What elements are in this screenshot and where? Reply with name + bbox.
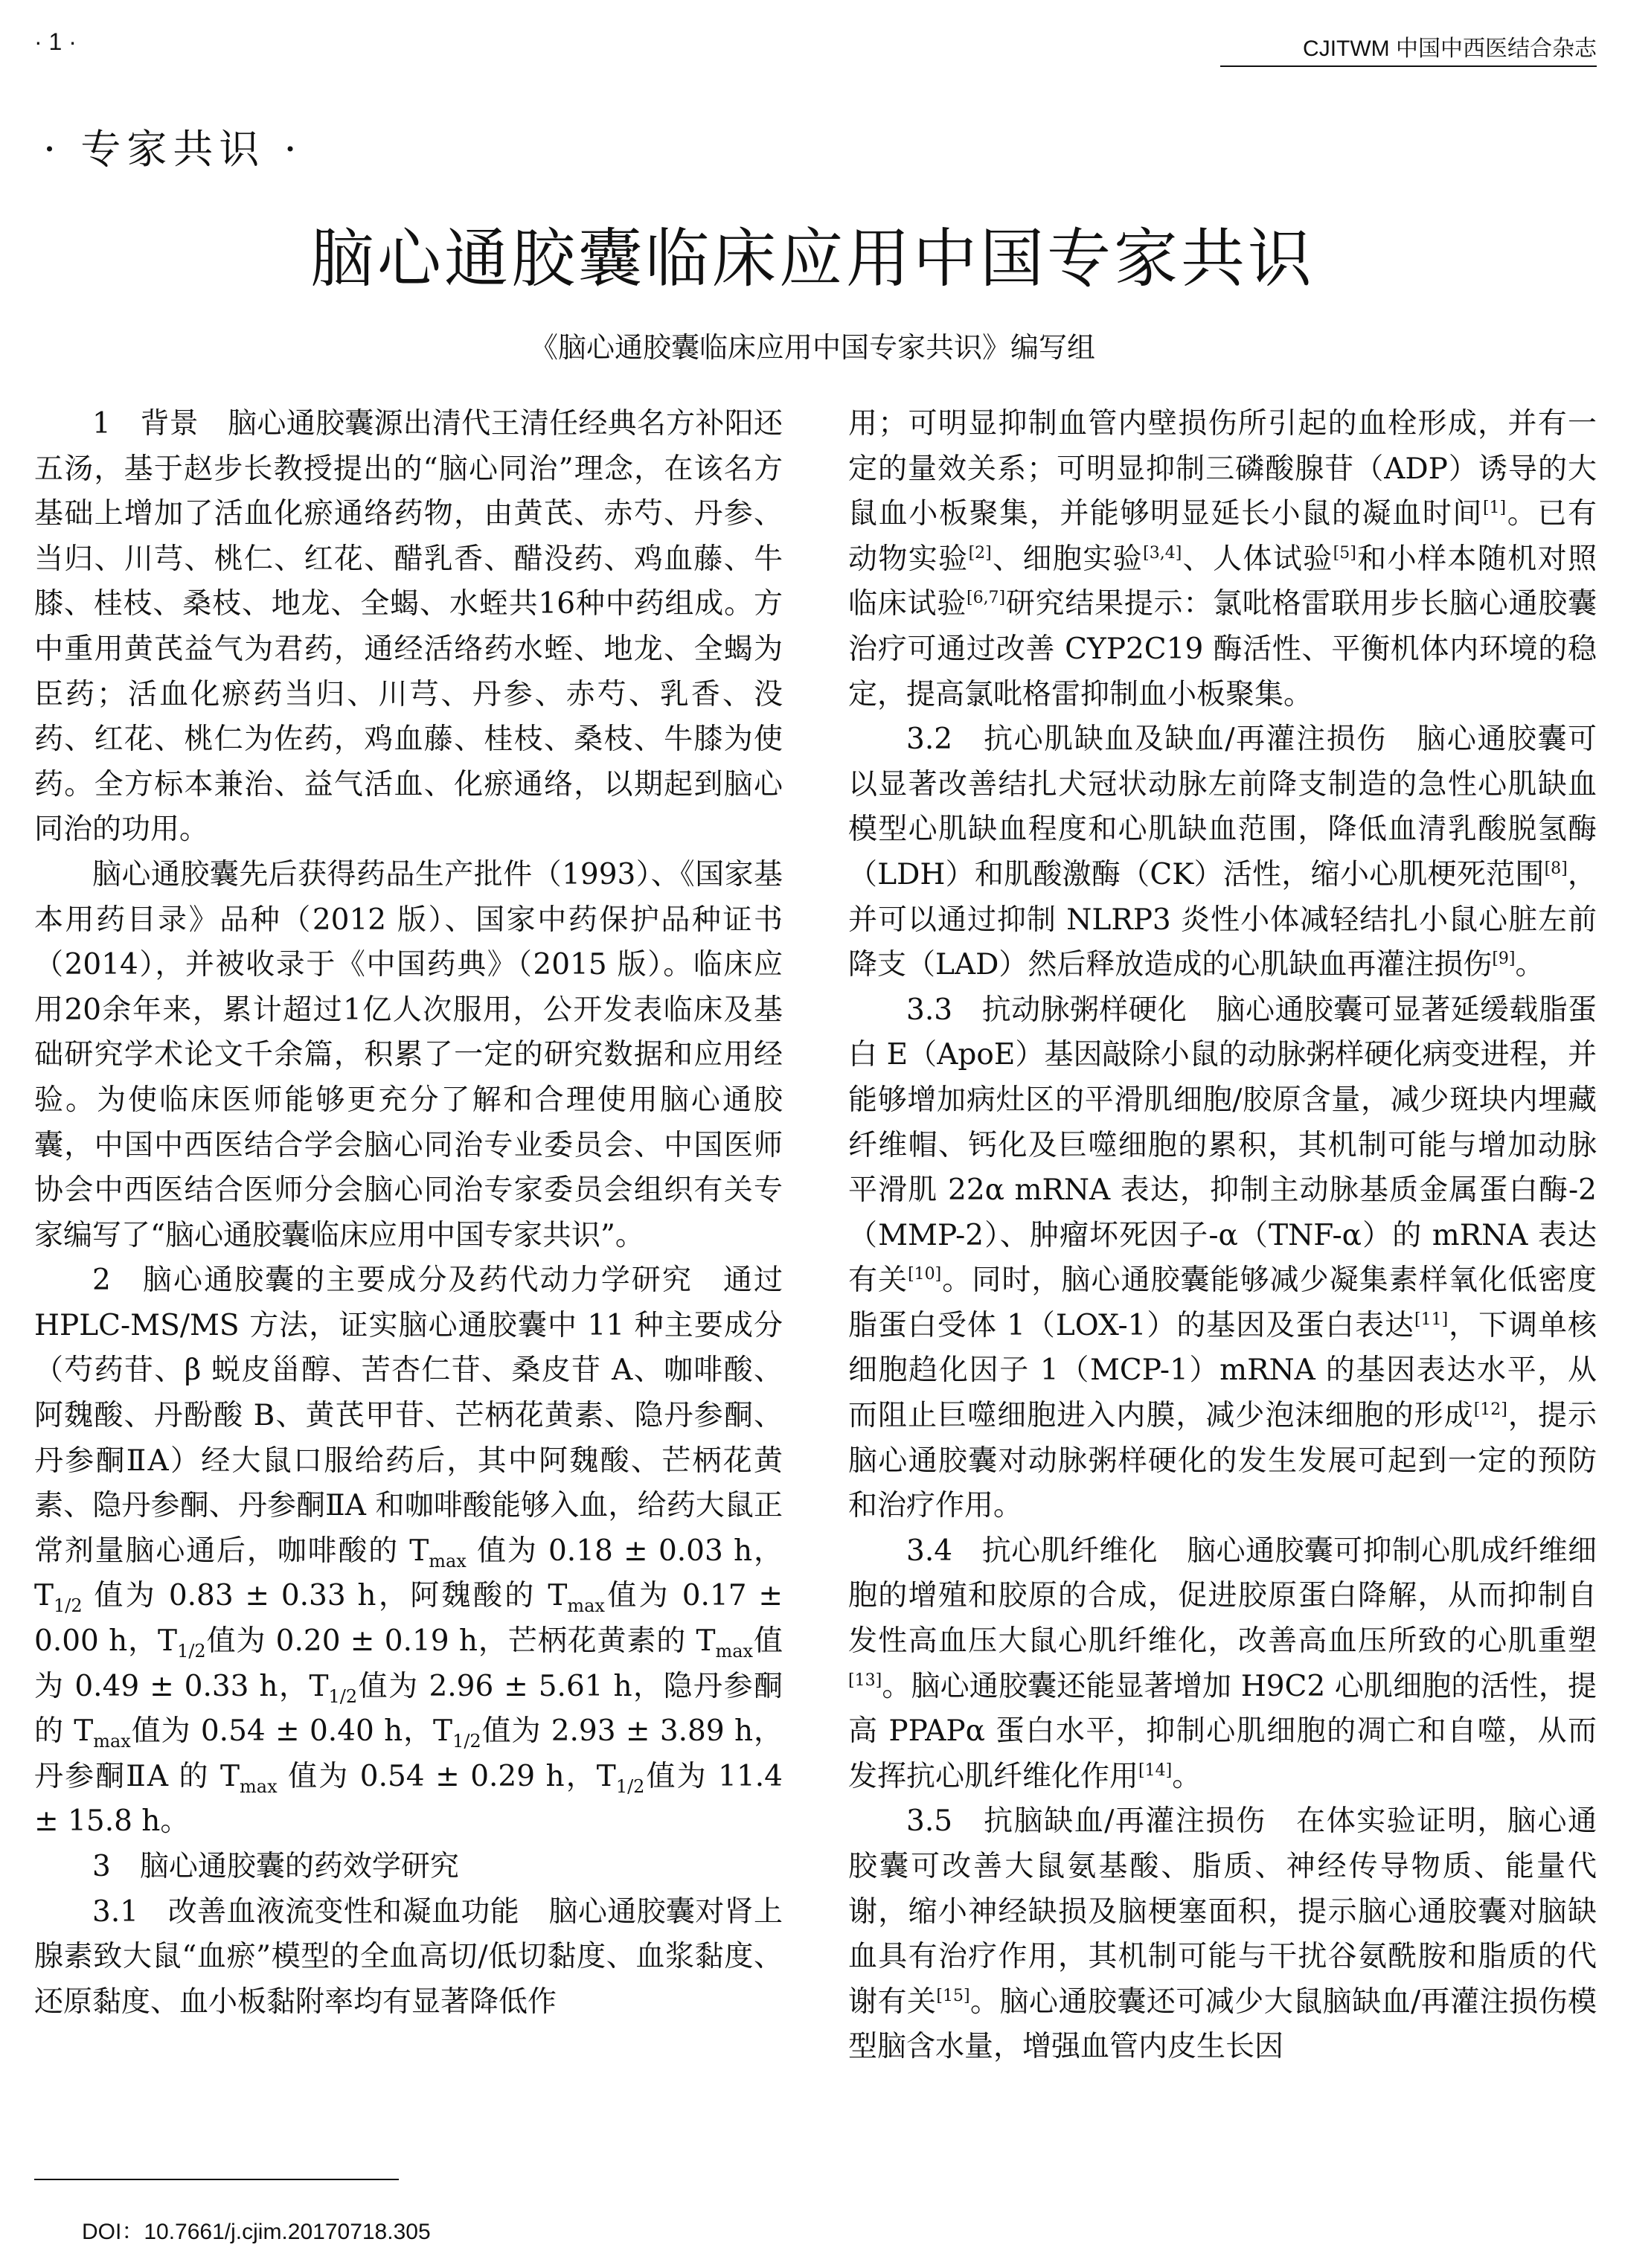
article-title: 脑心通胶囊临床应用中国专家共识 (310, 222, 1315, 296)
author-group: 《脑心通胶囊临床应用中国专家共识》编写组 (529, 331, 1095, 364)
pk-ferulic: 值为 0.17 ± 0.00 h，T (34, 1579, 783, 1659)
text-run: 、人体试验 (1182, 542, 1333, 576)
value-label: 值为 (477, 1534, 538, 1568)
citation: [9] (1492, 949, 1516, 969)
pk-tanshinone-half: 值为 11.4 ± 15.8 h。 (34, 1759, 783, 1839)
tmax-sub: max (93, 1731, 131, 1752)
text-run: 和小样本随机对照临床试验 (848, 542, 1597, 621)
pk-formononetin-half: 值为 2.96 ± 5.61 h，隐丹参酮的 T (34, 1669, 783, 1749)
paragraph-pharmacokinetics (34, 1258, 783, 1845)
citation: [12] (1473, 1400, 1507, 1420)
citation: [5] (1333, 543, 1356, 563)
thalf-sub: 1/2 (177, 1640, 206, 1662)
header-rule (1220, 65, 1597, 67)
text-run: 3.3 抗动脉粥样硬化 脑心通胶囊可显著延缓载脂蛋白 E（ApoE）基因敲除小鼠的动脉粥样硬化病变进程，并能够增加病灶区的平滑肌细胞/胶原含量，减少斑块内埋藏纤维帽、钙化及巨噬细胞的累积，其机制可能与增加动脉平滑肌 22α mRNA 表达，抑制主动脉基质金属蛋白酶-2（MMP-2）、肿瘤坏死因子-α（TNF-α）的 mRNA 表达有关 (848, 993, 1597, 1298)
text-run: 3.4 抗心肌纤维化 脑心通胶囊可抑制心肌成纤维细胞的增殖和胶原的合成，促进胶原蛋白降解，从而抑制自发性高血压大鼠心肌纤维化，改善高血压所致的心肌重塑 (848, 1534, 1597, 1659)
thalf-sub: 1/2 (54, 1595, 83, 1617)
paragraph-3-2 (848, 717, 1597, 988)
text-run: 。 (1515, 948, 1545, 982)
text-run: 。脑心通胶囊还能显著增加 H9C2 心肌细胞的活性，提高 PPAPα 蛋白水平，抑制心肌细胞的凋亡和自噬，从而发挥抗心肌纤维化作用 (848, 1669, 1597, 1793)
paragraph-history: 脑心通胶囊先后获得药品生产批件（1993）、《国家基本用药目录》品种（2012 版）、国家中药保护品种证书（2014），并被收录于《中国药典》（2015 版）。临床应用20余年来，累计超过1亿人次服用，公开发表临床及基础研究学术论文千余篇，积累了一定的研究数据和应用经验。为使临床医师能够更充分了解和合理使用脑心通胶囊，中国中西医结合学会脑心同治专业委员会、中国医师协会中西医结合医师分会脑心同治专家委员会组织有关专家编写了“脑心通胶囊临床应用中国专家共识”。 (34, 857, 783, 1252)
citation: [3,4] (1143, 543, 1182, 563)
citation: [10] (908, 1265, 942, 1284)
text-run: 用；可明显抑制血管内壁损伤所引起的血栓形成，并有一定的量效关系；可明显抑制三磷酸腺苷（ADP）诱导的大鼠血小板聚集，并能够明显延长小鼠的凝血时间 (848, 407, 1597, 531)
paragraph-3-3 (848, 988, 1597, 1529)
text-run: 。 (1172, 1759, 1202, 1793)
pk-ferulic-half: 值为 0.20 ± 0.19 h，芒柄花黄素的 T (205, 1624, 716, 1659)
text-run: 。已有动物实验 (848, 497, 1597, 576)
pk-tanshinone: 值为 0.54 ± 0.29 h，T (288, 1759, 616, 1793)
citation: [14] (1138, 1761, 1173, 1780)
tmax-sub: max (429, 1550, 467, 1572)
paragraph-3-1: 3.1 改善血液流变性和凝血功能 脑心通胶囊对肾上腺素致大鼠“血瘀”模型的全血高切/低切黏度、血浆黏度、还原黏度、血小板黏附率均有显著降低作 (34, 1894, 783, 2019)
pk-cryptotanshinone: 值为 0.54 ± 0.40 h，T (130, 1714, 453, 1749)
text-run: ，下调单核细胞趋化因子 1（MCP-1）mRNA 的基因表达水平，从而阻止巨噬细胞进入内膜，减少泡沫细胞的形成 (848, 1308, 1597, 1433)
pk-intro: 2 脑心通胶囊的主要成分及药代动力学研究 通过 HPLC-MS/MS 方法，证实脑心通胶囊中 11 种主要成分（芍药苷、β 蜕皮甾醇、苦杏仁苷、桑皮苷 A、咖啡酸、阿魏酸、丹酚酸 B、黄芪甲苷、芒柄花黄素、隐丹参酮、丹参酮ⅡA）经大鼠口服给药后，其中阿魏酸、芒柄花黄素、隐丹参酮、丹参酮ⅡA 和咖啡酸能够入血，给药大鼠正常剂量脑心通后，咖啡酸的 T (34, 1263, 783, 1568)
text-run: 研究结果提示：氯吡格雷联用步长脑心通胶囊治疗可通过改善 CYP2C19 酶活性、平衡机体内环境的稳定，提高氯吡格雷抑制血小板聚集。 (848, 587, 1597, 711)
text-run: 3.5 抗脑缺血/再灌注损伤 在体实验证明，脑心通胶囊可改善大鼠氨基酸、脂质、神经传导物质、能量代谢，缩小神经缺损及脑梗塞面积，提示脑心通胶囊对脑缺血具有治疗作用，其机制可能与干扰谷氨酰胺和脂质的代谢有关 (848, 1804, 1597, 2019)
tmax-sub: max (240, 1775, 278, 1797)
citation: [2] (968, 543, 992, 563)
doi-footnote: DOI：10.7661/j.cjim.20170718.305 (82, 2220, 431, 2244)
text-run: 。同时，脑心通胶囊能够减少凝集素样氧化低密度脂蛋白受体 1（LOX-1）的基因及蛋白表达 (848, 1263, 1597, 1342)
journal-name: CJITWM 中国中西医结合杂志 (1303, 36, 1597, 61)
left-column (34, 402, 783, 2025)
text-run: 。脑心通胶囊还可减少大鼠脑缺血/再灌注损伤模型脑含水量，增强血管内皮生长因 (848, 1984, 1597, 2064)
pk-caffeic: 0.18 ± 0.03 h，T (34, 1534, 783, 1613)
citation: [6,7] (966, 589, 1006, 608)
text-run: 、细胞实验 (991, 542, 1144, 576)
footnote-rule (34, 2179, 399, 2180)
paragraph-3-1-continued (848, 402, 1597, 717)
pk-caffeic-half: 值为 0.83 ± 0.33 h，阿魏酸的 T (94, 1579, 568, 1613)
citation: [11] (1414, 1310, 1449, 1329)
text-run: ，并可以通过抑制 NLRP3 炎性小体减轻结扎小鼠心脏左前降支（LAD）然后释放造成的心肌缺血再灌注损伤 (848, 857, 1597, 982)
citation: [15] (936, 1986, 970, 2005)
paragraph-3-5 (848, 1799, 1597, 2070)
tmax-sub: max (715, 1640, 754, 1662)
section-tag: · 专家共识 · (43, 126, 303, 173)
paragraph-background: 1 背景 脑心通胶囊源出清代王清任经典名方补阳还五汤，基于赵步长教授提出的“脑心同治”理念，在该名方基础上增加了活血化瘀通络药物，由黄芪、赤芍、丹参、当归、川芎、桃仁、红花、醋乳香、醋没药、鸡血藤、牛膝、桂枝、桑枝、地龙、全蝎、水蛭共16种中药组成。方中重用黄芪益气为君药，通经活络药水蛭、地龙、全蝎为臣药；活血化瘀药当归、川芎、丹参、赤芍、乳香、没药、红花、桃仁为佐药，鸡血藤、桂枝、桑枝、牛膝为使药。全方标本兼治、益气活血、化瘀通络，以期起到脑心同治的功用。 (34, 407, 783, 847)
tmax-sub: max (567, 1595, 605, 1617)
section-heading-3: 3 脑心通胶囊的药效学研究 (92, 1850, 459, 1883)
paragraph-3-4 (848, 1529, 1597, 1800)
citation: [1] (1482, 499, 1507, 518)
thalf-sub: 1/2 (328, 1685, 358, 1707)
citation: [8] (1544, 859, 1568, 878)
citation: [13] (848, 1670, 882, 1690)
page-number: · 1 · (34, 28, 77, 55)
text-run: ，提示脑心通胶囊对动脉粥样硬化的发生发展可起到一定的预防和治疗作用。 (848, 1399, 1597, 1523)
pk-cryptotanshinone-half: 值为 2.93 ± 3.89 h，丹参酮ⅡA 的 T (34, 1714, 783, 1793)
right-column (848, 402, 1597, 2070)
text-run: 3.2 抗心肌缺血及缺血/再灌注损伤 脑心通胶囊可以显著改善结扎犬冠状动脉左前降支制造的急性心肌缺血模型心肌缺血程度和心肌缺血范围，降低血清乳酸脱氢酶（LDH）和肌酸激酶（CK）活性，缩小心肌梗死范围 (848, 723, 1597, 891)
thalf-sub: 1/2 (615, 1775, 645, 1797)
pk-formononetin: 值为 0.49 ± 0.33 h，T (34, 1624, 783, 1703)
thalf-sub: 1/2 (452, 1731, 481, 1752)
